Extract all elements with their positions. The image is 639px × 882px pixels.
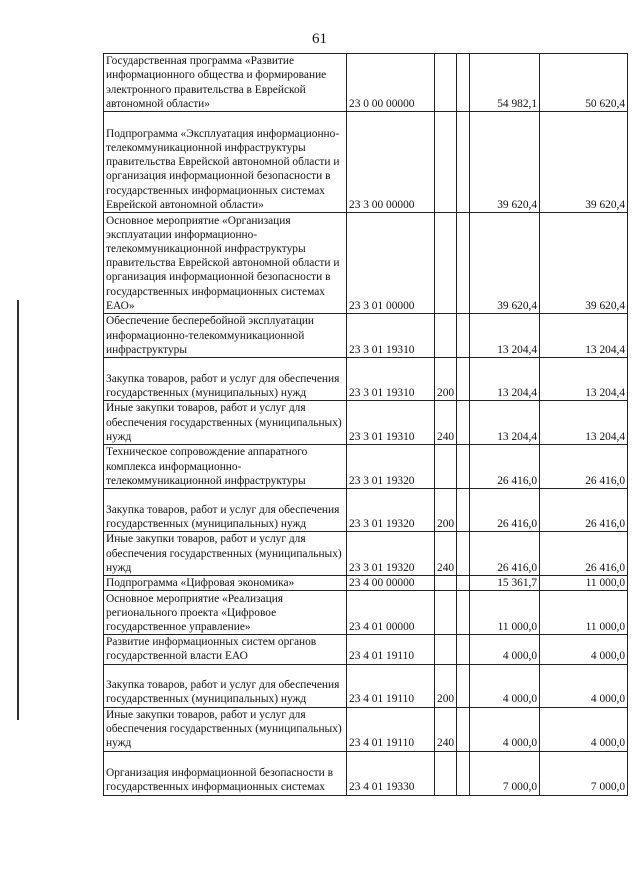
row-blank-cell xyxy=(457,532,470,576)
row-value-2: 26 416,0 xyxy=(540,445,628,489)
budget-table xyxy=(103,53,628,796)
row-expense-type: 240 xyxy=(435,707,457,751)
row-blank-cell xyxy=(457,591,470,635)
row-blank-cell xyxy=(457,358,470,401)
row-name: Подпрограмма «Цифровая экономика» xyxy=(104,576,347,591)
row-code: 23 4 01 19110 xyxy=(347,664,435,707)
row-value-1: 39 620,4 xyxy=(470,213,540,314)
row-value-2: 26 416,0 xyxy=(540,532,628,576)
row-expense-type xyxy=(435,112,457,213)
margin-line xyxy=(17,300,19,720)
row-name: Основное мероприятие «Реализация регионального проекта «Цифровое государственное управление» xyxy=(104,591,347,635)
row-code: 23 4 01 19110 xyxy=(347,707,435,751)
row-value-1: 54 982,1 xyxy=(470,54,540,112)
row-value-2: 39 620,4 xyxy=(540,112,628,213)
row-code: 23 4 00 00000 xyxy=(347,576,435,591)
row-expense-type xyxy=(435,314,457,358)
row-name: Организация информационной безопасности в государственных информационных системах xyxy=(104,751,347,795)
table-row xyxy=(104,54,628,112)
row-code: 23 3 01 19310 xyxy=(347,358,435,401)
table-row xyxy=(104,576,628,591)
row-value-2: 13 204,4 xyxy=(540,401,628,445)
row-blank-cell xyxy=(457,489,470,532)
row-blank-cell xyxy=(457,445,470,489)
row-value-2: 4 000,0 xyxy=(540,664,628,707)
row-name: Закупка товаров, работ и услуг для обеспечения государственных (муниципальных) нужд xyxy=(104,489,347,532)
row-blank-cell xyxy=(457,751,470,795)
table-row xyxy=(104,751,628,795)
row-value-1: 11 000,0 xyxy=(470,591,540,635)
row-value-2: 4 000,0 xyxy=(540,635,628,664)
row-blank-cell xyxy=(457,54,470,112)
row-value-1: 4 000,0 xyxy=(470,664,540,707)
row-value-1: 13 204,4 xyxy=(470,358,540,401)
row-name: Государственная программа «Развитие информационного общества и формирование электронного правительства в Еврейской автономной области» xyxy=(104,54,347,112)
row-value-2: 13 204,4 xyxy=(540,314,628,358)
table-row xyxy=(104,489,628,532)
row-code: 23 4 01 00000 xyxy=(347,591,435,635)
row-code: 23 3 01 19320 xyxy=(347,532,435,576)
row-name: Иные закупки товаров, работ и услуг для обеспечения государственных (муниципальных) нужд xyxy=(104,532,347,576)
row-code: 23 3 01 19310 xyxy=(347,314,435,358)
row-name: Закупка товаров, работ и услуг для обеспечения государственных (муниципальных) нужд xyxy=(104,664,347,707)
table-row xyxy=(104,664,628,707)
row-expense-type xyxy=(435,591,457,635)
row-blank-cell xyxy=(457,213,470,314)
table-row xyxy=(104,635,628,664)
row-name: Техническое сопровождение аппаратного комплекса информационно-телекоммуникационной инфраструктуры xyxy=(104,445,347,489)
row-name: Обеспечение бесперебойной эксплуатации информационно-телекоммуникационной инфраструктуры xyxy=(104,314,347,358)
table-row xyxy=(104,401,628,445)
row-value-1: 4 000,0 xyxy=(470,635,540,664)
row-expense-type xyxy=(435,751,457,795)
row-name: Подпрограмма «Эксплуатация информационно-телекоммуникационной инфраструктуры правительства Еврейской автономной области и организация информационной безопасности в государственных информационных системах Еврейской автономной области» xyxy=(104,112,347,213)
table-row xyxy=(104,591,628,635)
row-expense-type: 200 xyxy=(435,358,457,401)
row-value-2: 11 000,0 xyxy=(540,576,628,591)
row-code: 23 0 00 00000 xyxy=(347,54,435,112)
table-row xyxy=(104,707,628,751)
row-value-2: 13 204,4 xyxy=(540,358,628,401)
table-row xyxy=(104,112,628,213)
row-code: 23 4 01 19330 xyxy=(347,751,435,795)
row-name: Закупка товаров, работ и услуг для обеспечения государственных (муниципальных) нужд xyxy=(104,358,347,401)
row-value-2: 4 000,0 xyxy=(540,707,628,751)
row-blank-cell xyxy=(457,707,470,751)
row-expense-type: 200 xyxy=(435,489,457,532)
row-expense-type xyxy=(435,213,457,314)
row-value-1: 13 204,4 xyxy=(470,401,540,445)
row-value-2: 26 416,0 xyxy=(540,489,628,532)
row-value-1: 13 204,4 xyxy=(470,314,540,358)
page-number: 61 xyxy=(312,31,327,47)
row-code: 23 3 01 19320 xyxy=(347,489,435,532)
row-value-1: 26 416,0 xyxy=(470,532,540,576)
row-expense-type xyxy=(435,54,457,112)
row-value-1: 26 416,0 xyxy=(470,489,540,532)
row-value-2: 50 620,4 xyxy=(540,54,628,112)
row-expense-type xyxy=(435,576,457,591)
row-blank-cell xyxy=(457,664,470,707)
row-blank-cell xyxy=(457,635,470,664)
row-value-1: 7 000,0 xyxy=(470,751,540,795)
row-value-1: 26 416,0 xyxy=(470,445,540,489)
row-blank-cell xyxy=(457,401,470,445)
table-row xyxy=(104,213,628,314)
row-expense-type xyxy=(435,445,457,489)
table-row xyxy=(104,532,628,576)
row-value-1: 15 361,7 xyxy=(470,576,540,591)
row-name: Иные закупки товаров, работ и услуг для обеспечения государственных (муниципальных) нужд xyxy=(104,707,347,751)
table-row xyxy=(104,445,628,489)
row-name: Основное мероприятие «Организация эксплуатации информационно-телекоммуникационной инфраструктуры правительства Еврейской автономной области и организация информационной безопасности в государственных информационных системах ЕАО» xyxy=(104,213,347,314)
row-blank-cell xyxy=(457,314,470,358)
row-name: Развитие информационных систем органов государственной власти ЕАО xyxy=(104,635,347,664)
row-blank-cell xyxy=(457,576,470,591)
row-code: 23 3 01 19310 xyxy=(347,401,435,445)
row-blank-cell xyxy=(457,112,470,213)
row-code: 23 3 00 00000 xyxy=(347,112,435,213)
table-row xyxy=(104,358,628,401)
row-expense-type xyxy=(435,635,457,664)
row-value-1: 39 620,4 xyxy=(470,112,540,213)
row-expense-type: 240 xyxy=(435,401,457,445)
row-code: 23 4 01 19110 xyxy=(347,635,435,664)
row-value-1: 4 000,0 xyxy=(470,707,540,751)
row-name: Иные закупки товаров, работ и услуг для обеспечения государственных (муниципальных) нужд xyxy=(104,401,347,445)
row-code: 23 3 01 00000 xyxy=(347,213,435,314)
table-row xyxy=(104,314,628,358)
row-value-2: 11 000,0 xyxy=(540,591,628,635)
row-expense-type: 240 xyxy=(435,532,457,576)
row-expense-type: 200 xyxy=(435,664,457,707)
row-value-2: 7 000,0 xyxy=(540,751,628,795)
row-code: 23 3 01 19320 xyxy=(347,445,435,489)
row-value-2: 39 620,4 xyxy=(540,213,628,314)
